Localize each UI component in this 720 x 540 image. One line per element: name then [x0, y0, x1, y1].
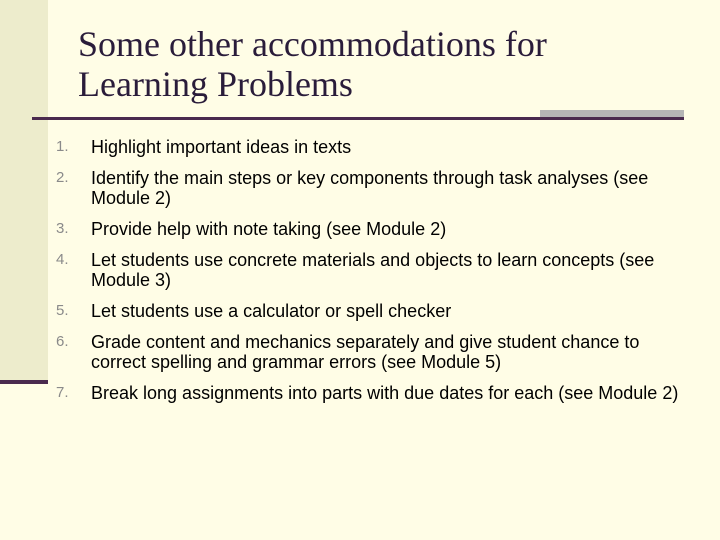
- left-band-underline: [0, 380, 48, 384]
- list-item: [56, 137, 696, 157]
- title-accent-bar: [540, 110, 684, 117]
- item-number: 4.: [56, 251, 69, 268]
- list-item: [56, 168, 696, 208]
- item-text: Let students use concrete materials and objects to learn concepts (see Module 3): [91, 250, 655, 290]
- slide-title: Some other accommodations for Learning Problems: [78, 24, 547, 104]
- left-decorative-band: [0, 0, 48, 380]
- list-item: [56, 219, 696, 239]
- accommodations-list: [56, 126, 696, 403]
- item-number: 5.: [56, 302, 69, 319]
- item-text: Identify the main steps or key components through task analyses (see Module 2): [91, 168, 649, 208]
- list-item: [56, 301, 696, 321]
- item-text: Break long assignments into parts with due dates for each (see Module 2): [91, 383, 679, 403]
- item-number: 3.: [56, 220, 69, 237]
- item-number: 2.: [56, 169, 69, 186]
- item-number: 1.: [56, 138, 69, 155]
- list-item: [56, 332, 696, 372]
- list-item: [56, 250, 696, 290]
- item-number: 6.: [56, 333, 69, 350]
- item-number: 7.: [56, 384, 69, 401]
- item-text: Grade content and mechanics separately and give student chance to correct spelling and grammar errors (see Module 5): [91, 332, 640, 372]
- item-text: Provide help with note taking (see Module 2): [91, 219, 447, 239]
- title-divider: [32, 117, 684, 120]
- item-text: Let students use a calculator or spell checker: [91, 301, 452, 321]
- list-item: [56, 383, 696, 403]
- item-text: Highlight important ideas in texts: [91, 137, 352, 157]
